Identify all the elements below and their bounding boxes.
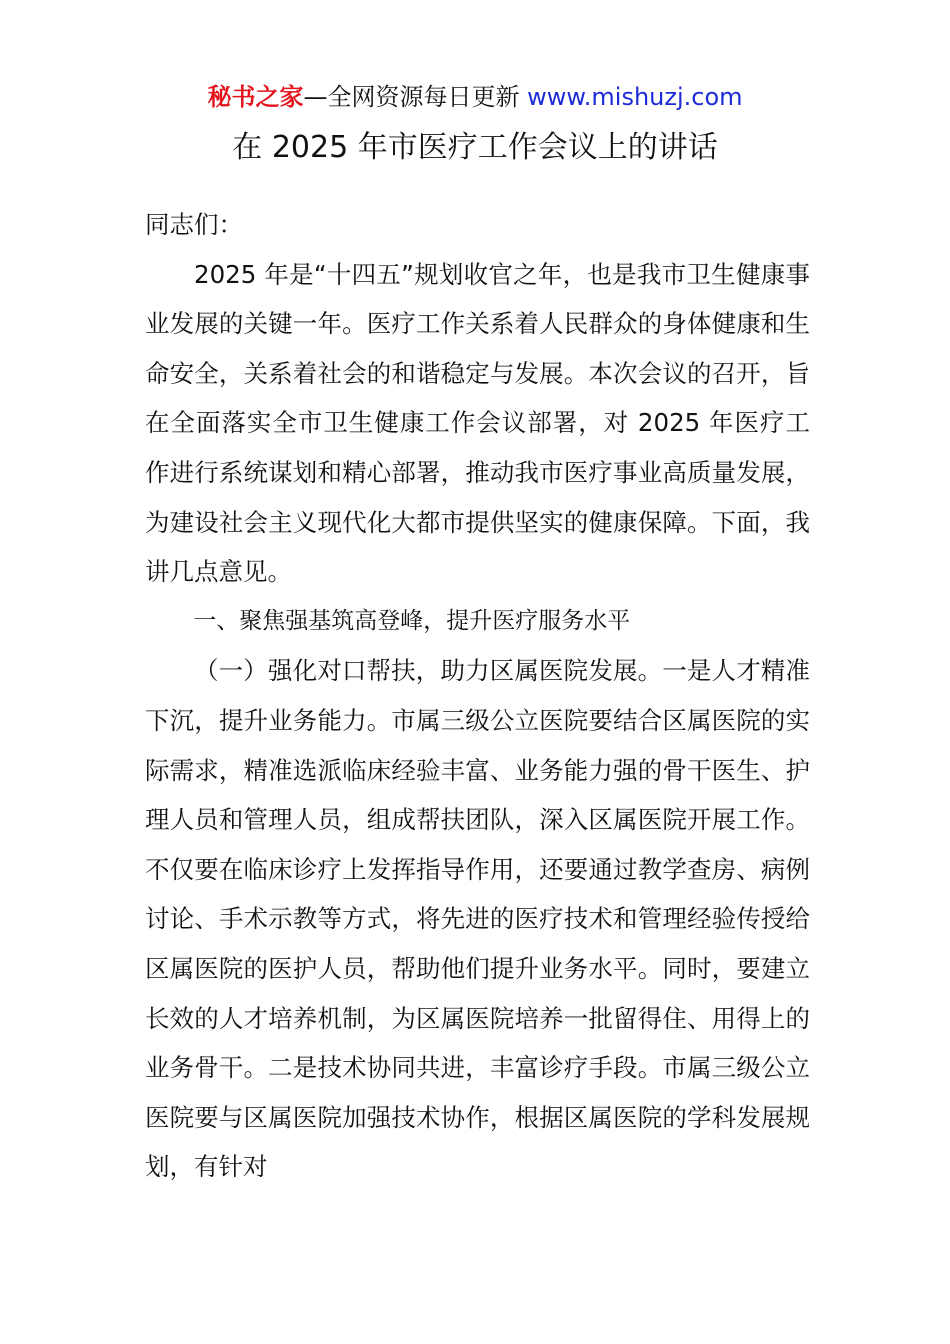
- document-title: 在 2025 年市医疗工作会议上的讲话: [232, 130, 718, 165]
- intro-paragraph: 2025 年是“十四五”规划收官之年，也是我市卫生健康事业发展的关键一年。医疗工作关系着人民群众的身体健康和生命安全，关系着社会的和谐稳定与发展。本次会议的召开，旨在全面落实全市卫生健康工作会议部署，对 2025 年医疗工作进行系统谋划和精心部署，推动我市医疗事业高质量发展，为建设社会主义现代化大都市提供坚实的健康保障。下面，我讲几点意见。: [145, 259, 810, 587]
- site-header: [0, 82, 950, 112]
- subsection-paragraph: （一）强化对口帮扶，助力区属医院发展。一是人才精准下沉，提升业务能力。市属三级公立医院要结合区属医院的实际需求，精准选派临床经验丰富、业务能力强的骨干医生、护理人员和管理人员，组成帮扶团队，深入区属医院开展工作。不仅要在临床诊疗上发挥指导作用，还要通过教学查房、病例讨论、手术示教等方式，将先进的医疗技术和管理经验传授给区属医院的医护人员，帮助他们提升业务水平。同时，要建立长效的人才培养机制，为区属医院培养一批留得住、用得上的业务骨干。二是技术协同共进，丰富诊疗手段。市属三级公立医院要与区属医院加强技术协作，根据区属医院的学科发展规划，有针对: [145, 656, 810, 1182]
- site-url-link[interactable]: www.mishuzj.com: [527, 83, 743, 111]
- salutation: 同志们：: [145, 210, 243, 239]
- section-heading: 一、聚焦强基筑高登峰，提升医疗服务水平: [193, 607, 631, 634]
- site-name: 秘书之家: [207, 83, 304, 111]
- document-body: [145, 200, 810, 1192]
- site-slogan: —全网资源每日更新: [303, 83, 520, 111]
